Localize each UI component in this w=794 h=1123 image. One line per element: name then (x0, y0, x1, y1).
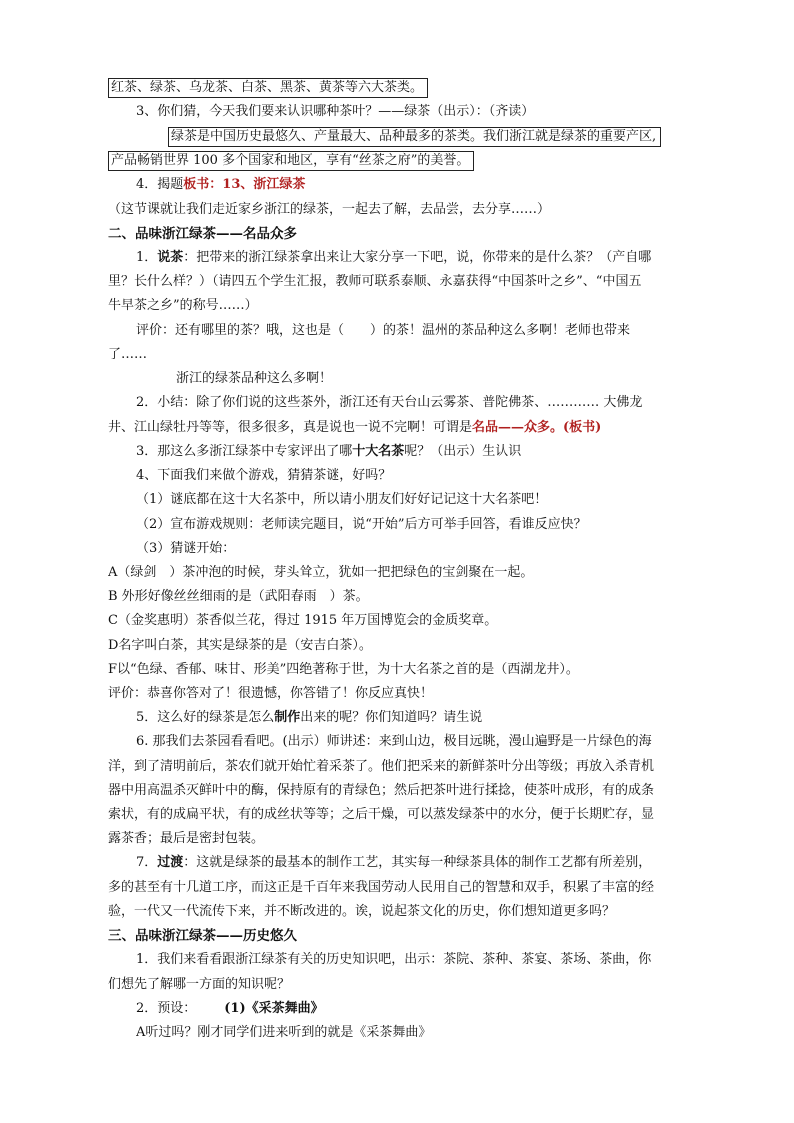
section-heading: 三、品味浙江绿茶——历史悠久 (108, 928, 297, 944)
text-line (136, 707, 690, 729)
text-line: 们想先了解哪一方面的知识呢？ (108, 977, 291, 992)
text-line: 评价：还有哪里的茶？哦，这也是（ ）的茶！温州的茶品种这么多啊！老师也带来 (136, 323, 631, 338)
text-line: 6. 那我们去茶园看看吧。(出示）师讲述：来到山边，极目远眺，漫山遍野是一片绿色的海 (136, 734, 652, 749)
text-span: 7． (136, 855, 158, 870)
text-line: 牛早茶之乡”的称号……） (108, 298, 258, 313)
text-line: （2）宣布游戏规则：老师读完题目，说“开始”后方可举手回答，看谁反应快？ (136, 517, 587, 532)
blackboard-title: 板书：13、浙江绿茶 (183, 177, 306, 192)
text-line: A听过吗？刚才同学们进来听到的就是《采茶舞曲》 (136, 1025, 432, 1040)
text-span: 呢？（出示）生认识 (404, 444, 522, 459)
text-line (136, 174, 690, 196)
text-span: ：把带来的浙江绿茶拿出来让大家分享一下吧，说，你带来的是什么茶？（产自哪 (183, 250, 652, 265)
blackboard-note: 名品——众多。(板书) (472, 420, 602, 435)
text-line (108, 150, 690, 172)
text-line: 4、下面我们来做个游戏，猜猜茶谜，好吗？ (136, 468, 392, 483)
text-line: B 外形好像丝丝细雨的是（武阳春雨 ）茶。 (108, 589, 369, 604)
text-span: ：这就是绿茶的最基本的制作工艺，其实每一种绿茶具体的制作工艺都有所差别， (183, 855, 652, 870)
text-line: 洋，到了清明前后，茶农们就开始忙着采茶了。他们把采来的新鲜茶叶分出等级；再放入杀青机 (108, 759, 655, 774)
bold-text: 制作 (274, 710, 301, 725)
bold-text: 说茶 (157, 250, 184, 265)
text-line: 2．小结：除了你们说的这些茶外，浙江还有天台山云雾茶、普陀佛茶、………… 大佛龙 (136, 395, 643, 410)
text-line: 1．我们来看看跟浙江绿茶有关的历史知识吧，出示：茶院、茶种、茶宴、茶场、茶曲，你 (136, 952, 652, 967)
text-span: 4．揭题 (136, 177, 184, 192)
text-line: 浙江的绿茶品种这么多啊！ (176, 371, 333, 386)
text-line: （1）谜底都在这十大名茶中，所以请小朋友们好好记记这十大名茶吧！ (136, 492, 548, 507)
boxed-text: 产品畅销世界 100 多个国家和地区，享有“丝茶之府”的美誉。 (108, 151, 474, 171)
text-line: （这节课就让我们走近家乡浙江的绿茶，一起去了解，去品尝，去分享……） (108, 202, 551, 217)
text-line: 验，一代又一代流传下来，并不断改进的。诶，说起茶文化的历史，你们想知道更多吗？ (108, 904, 616, 919)
text-line (108, 417, 690, 439)
text-span: 1． (136, 250, 158, 265)
boxed-text: 红茶、绿茶、乌龙茶、白茶、黑茶、黄茶等六大茶类。 (108, 78, 428, 98)
text-span: 出来的呢？你们知道吗？请生说 (300, 710, 483, 725)
text-line (136, 441, 690, 463)
text-line: 3、你们猜，今天我们要来认识哪种茶叶？——绿茶（出示）：（齐读） (136, 104, 535, 119)
text-line: F以“色绿、香郁、味甘、形美”四绝著称于世，为十大名茶之首的是（西湖龙井）。 (108, 662, 579, 677)
text-line: 了…… (108, 347, 148, 362)
boxed-text: 绿茶是中国历史最悠久、产量最大、品种最多的茶类。我们浙江就是绿茶的重要产区, (168, 127, 661, 147)
section-heading: 二、品味浙江绿茶——名品众多 (108, 226, 297, 242)
text-line: 索状，有的成扁平状，有的成丝状等等；之后干燥，可以蒸发绿茶中的水分，便于长期贮存，显 (108, 807, 655, 822)
text-line: D名字叫白茶，其实是绿茶的是（安吉白茶）。 (108, 638, 372, 653)
text-line (136, 247, 690, 269)
text-line: 评价：恭喜你答对了！很遗憾，你答错了！你反应真快！ (108, 686, 434, 701)
text-line: 露茶香；最后是密封包装。 (108, 831, 265, 846)
text-line: 里？长什么样？）（请四五个学生汇报，教师可联系泰顺、永嘉获得“中国茶叶之乡”、“中国五 (108, 274, 642, 289)
text-span: 3．那这么多浙江绿茶中专家评出了哪 (136, 444, 353, 459)
text-line: 器中用高温杀灭鲜叶中的酶，保持原有的青绿色；然后把茶叶进行揉捻，使茶叶成形，有的成条 (108, 783, 655, 798)
text-line (168, 126, 690, 148)
text-span: 井、江山绿牡丹等等，很多很多，真是说也一说不完啊！可谓是 (108, 420, 473, 435)
text-line (108, 77, 690, 99)
text-line: A（绿剑 ）茶冲泡的时候，芽头耸立，犹如一把把绿色的宝剑聚在一起。 (108, 565, 534, 580)
text-line: 多的甚至有十几道工序，而这正是千百年来我国劳动人民用自己的智慧和双手，积累了丰富的经 (108, 880, 655, 895)
text-line: （3）猜谜开始： (136, 541, 236, 556)
text-line (136, 998, 690, 1020)
text-span: 2．预设： (136, 1001, 197, 1016)
text-span: 5．这么好的绿茶是怎么 (136, 710, 275, 725)
bold-text: (1)《采茶舞曲》 (224, 1001, 324, 1016)
text-line (136, 852, 690, 874)
text-line: C（金奖惠明）茶香似兰花，得过 1915 年万国博览会的金质奖章。 (108, 613, 498, 628)
bold-text: 十大名茶 (352, 444, 405, 459)
bold-text: 过渡 (157, 855, 184, 870)
